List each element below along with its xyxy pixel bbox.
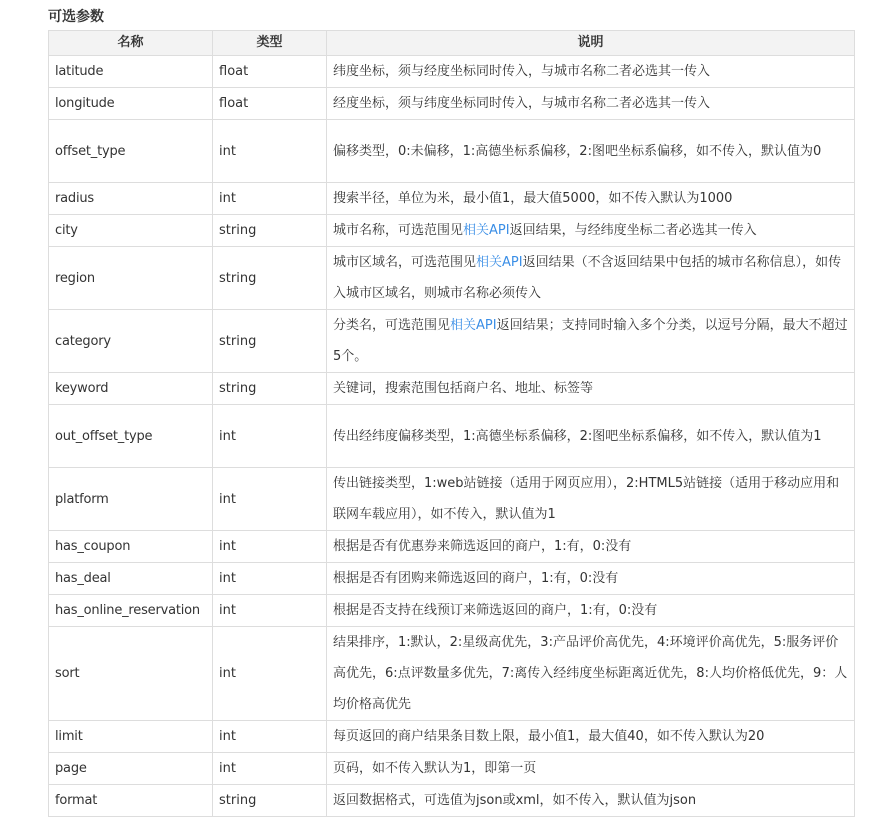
param-type: int	[213, 405, 327, 468]
column-header-type: 类型	[213, 31, 327, 56]
table-row	[49, 215, 855, 247]
related-api-link[interactable]: 相关API	[476, 255, 523, 270]
table-row	[49, 183, 855, 215]
param-desc: 返回数据格式，可选值为json或xml，如不传入，默认值为json	[327, 785, 855, 817]
param-type: int	[213, 627, 327, 721]
desc-text: 返回结果（不含返回结果中包括的城市名称信息），如传入城市区域名，则城市名称必须传入	[333, 255, 842, 301]
param-type: string	[213, 785, 327, 817]
param-desc: 偏移类型，0:未偏移，1:高德坐标系偏移，2:图吧坐标系偏移，如不传入，默认值为0	[327, 120, 855, 183]
param-name: has_online_reservation	[49, 595, 213, 627]
param-name: offset_type	[49, 120, 213, 183]
param-type: string	[213, 247, 327, 310]
param-name: latitude	[49, 56, 213, 88]
param-type: float	[213, 56, 327, 88]
param-desc: 搜索半径，单位为米，最小值1，最大值5000，如不传入默认为1000	[327, 183, 855, 215]
param-desc: 页码，如不传入默认为1，即第一页	[327, 753, 855, 785]
param-desc: 根据是否支持在线预订来筛选返回的商户，1:有，0:没有	[327, 595, 855, 627]
param-desc	[327, 310, 855, 373]
table-row	[49, 753, 855, 785]
param-name: page	[49, 753, 213, 785]
param-name: longitude	[49, 88, 213, 120]
desc-text: 城市区域名，可选范围见	[333, 255, 477, 270]
table-row	[49, 721, 855, 753]
param-type: float	[213, 88, 327, 120]
param-type: int	[213, 468, 327, 531]
desc-text: 返回结果；支持同时输入多个分类，以逗号分隔，最大不超过5个。	[333, 318, 848, 364]
table-row	[49, 468, 855, 531]
param-desc: 关键词，搜索范围包括商户名、地址、标签等	[327, 373, 855, 405]
table-row	[49, 247, 855, 310]
param-name: has_deal	[49, 563, 213, 595]
param-desc: 经度坐标，须与纬度坐标同时传入，与城市名称二者必选其一传入	[327, 88, 855, 120]
column-header-name: 名称	[49, 31, 213, 56]
table-row	[49, 785, 855, 817]
param-name: limit	[49, 721, 213, 753]
table-row	[49, 88, 855, 120]
param-type: int	[213, 120, 327, 183]
related-api-link[interactable]: 相关API	[463, 223, 510, 238]
table-row	[49, 405, 855, 468]
param-name: keyword	[49, 373, 213, 405]
param-type: string	[213, 373, 327, 405]
param-desc: 纬度坐标，须与经度坐标同时传入，与城市名称二者必选其一传入	[327, 56, 855, 88]
param-type: int	[213, 183, 327, 215]
param-type: string	[213, 310, 327, 373]
table-row	[49, 563, 855, 595]
param-name: has_coupon	[49, 531, 213, 563]
param-desc: 每页返回的商户结果条目数上限，最小值1，最大值40，如不传入默认为20	[327, 721, 855, 753]
desc-text: 返回结果，与经纬度坐标二者必选其一传入	[509, 223, 757, 238]
param-type: int	[213, 595, 327, 627]
param-desc: 传出经纬度偏移类型，1:高德坐标系偏移，2:图吧坐标系偏移，如不传入，默认值为1	[327, 405, 855, 468]
param-name: out_offset_type	[49, 405, 213, 468]
param-desc: 传出链接类型，1:web站链接（适用于网页应用），2:HTML5站链接（适用于移动应用和联网车载应用），如不传入，默认值为1	[327, 468, 855, 531]
param-name: format	[49, 785, 213, 817]
param-desc: 根据是否有优惠券来筛选返回的商户，1:有，0:没有	[327, 531, 855, 563]
param-name: radius	[49, 183, 213, 215]
optional-params-table	[48, 30, 855, 817]
column-header-desc: 说明	[327, 31, 855, 56]
param-desc: 根据是否有团购来筛选返回的商户，1:有，0:没有	[327, 563, 855, 595]
param-type: string	[213, 215, 327, 247]
desc-text: 分类名，可选范围见	[333, 318, 451, 333]
param-desc: 结果排序，1:默认，2:星级高优先，3:产品评价高优先，4:环境评价高优先，5:服务评价高优先，6:点评数量多优先，7:离传入经纬度坐标距离近优先，8:人均价格低优先，9：人均价格高优先	[327, 627, 855, 721]
param-name: region	[49, 247, 213, 310]
param-name: sort	[49, 627, 213, 721]
table-row	[49, 627, 855, 721]
param-type: int	[213, 753, 327, 785]
param-name: platform	[49, 468, 213, 531]
param-name: category	[49, 310, 213, 373]
table-row	[49, 373, 855, 405]
table-row	[49, 56, 855, 88]
param-desc	[327, 247, 855, 310]
section-title: 可选参数	[48, 9, 104, 25]
related-api-link[interactable]: 相关API	[450, 318, 497, 333]
param-type: int	[213, 531, 327, 563]
table-row	[49, 310, 855, 373]
param-name: city	[49, 215, 213, 247]
param-type: int	[213, 563, 327, 595]
table-header-row	[49, 31, 855, 56]
param-desc	[327, 215, 855, 247]
param-type: int	[213, 721, 327, 753]
table-row	[49, 531, 855, 563]
desc-text: 城市名称，可选范围见	[333, 223, 464, 238]
table-row	[49, 595, 855, 627]
table-row	[49, 120, 855, 183]
